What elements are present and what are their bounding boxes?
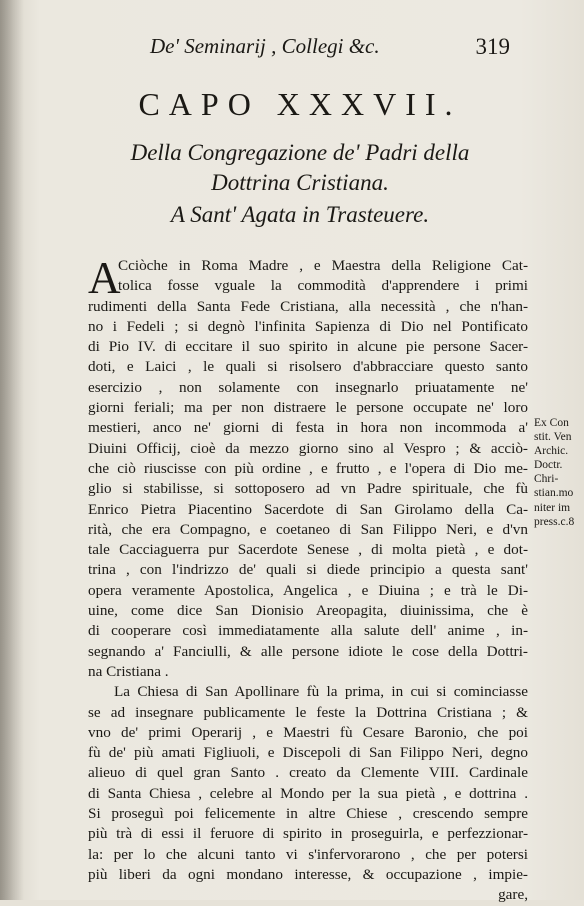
gutter-shadow xyxy=(0,0,24,900)
text-line: no i Fedeli ; si degnò l'infinita Sapienza di Dio nel Pontificato xyxy=(88,317,528,335)
catchword: gare, xyxy=(498,886,528,904)
text-line: più liberi da ogni mondano interesse, & occupazione , impie- xyxy=(88,865,528,883)
chapter-title: CAPO XXXVII. xyxy=(138,86,462,122)
chapter-subtitle-line: Dottrina Cristiana. xyxy=(211,170,389,195)
text-line: la: per lo che alcuni tanto vi s'infervorarono , che per potersi xyxy=(88,845,528,863)
text-line: di cooperare così immediatamente alla salute dell' anime , in- xyxy=(88,622,528,640)
text-line: Cciòche in Roma Madre , e Maestra della Religione Cat- xyxy=(118,257,528,274)
text-line: doti, e Laici , le quali si risolsero d'abbracciare questo santo xyxy=(88,358,528,376)
text-line: rudimenti della Santa Fede Cristiana, alla necessità , che n'han- xyxy=(88,297,528,315)
text-line: di Pio IV. di eccitare il suo spirito in alcune pie persone Sacer- xyxy=(88,338,528,356)
drop-cap: A xyxy=(88,253,121,303)
running-title: De' Seminarij , Collegi &c. xyxy=(150,34,380,58)
text-line: Enrico Pietra Piacentino Sacerdote di San Girolamo della Ca- xyxy=(88,500,528,518)
text-line: trina , con l'indrizzo de' quali si diede principio a questa sant' xyxy=(88,561,528,579)
page-number: 319 xyxy=(475,34,510,59)
text-line: rità, che era Compagno, e coetaneo di San Filippo Neri, e d'vn xyxy=(88,520,528,538)
margin-note-line: Chri- xyxy=(534,473,559,486)
body-text xyxy=(88,253,528,906)
text-line: tale Cacciaguerra pur Sacerdote Senese , di molta pietà , e dot- xyxy=(88,541,528,559)
margin-note-line: niter im xyxy=(534,501,571,514)
margin-note-line: stit. Ven xyxy=(534,431,572,444)
margin-note-line: Archic. xyxy=(534,445,569,458)
text-line: uine, come dice San Dionisio Areopagita, diuinissima, che è xyxy=(88,602,528,620)
text-line: esercizio , non solamente con insegnarlo priuatamente ne' xyxy=(88,378,528,396)
text-line: vno de' primi Operarij , e Maestri fù Cesare Baronio, che poi xyxy=(88,723,528,741)
margin-note xyxy=(534,416,584,529)
margin-note-line: Ex Con xyxy=(534,417,569,429)
chapter-subtitle-line: A Sant' Agata in Trasteuere. xyxy=(170,202,430,227)
text-line: Diuini Officij, cioè da mezzo giorno sino al Vespro ; & acciò- xyxy=(88,439,528,457)
text-line: glio si stabilisse, si sottoposero ad vn Padre spirituale, che fù xyxy=(88,480,528,498)
text-line: segnando a' Fanciulli, & alle persone idiote le cose della Dottri- xyxy=(88,642,528,660)
margin-note-line: Doctr. xyxy=(534,459,563,472)
margin-note-line: press.c.8 xyxy=(534,515,575,528)
text-line: che ciò riuscisse con più ordine , e frutto , e l'opera di Dio me- xyxy=(88,459,528,477)
text-line: Si proseguì poi felicemente in altre Chiese , crescendo sempre xyxy=(88,805,528,823)
running-head xyxy=(150,34,510,62)
chapter-subtitle-line: Della Congregazione de' Padri della xyxy=(130,140,470,165)
text-line: di Santa Chiesa , celebre al Mondo per la sua pietà , e dottrina . xyxy=(88,784,528,802)
margin-note-line: stian.mo xyxy=(534,487,574,500)
text-line: La Chiesa di San Apollinare fù la prima, in cui si cominciasse xyxy=(114,683,528,701)
text-line: opera veramente Apostolica, Angelica , e Diuina ; e trà le Di- xyxy=(88,581,528,599)
text-line: alieuo di quel gran Santo . creato da Clemente VIII. Cardinale xyxy=(88,764,528,782)
text-line: mestieri, anco ne' giorni di festa in hora non incommoda a' xyxy=(88,419,528,437)
text-line: se ad insegnare publicamente le feste la Dottrina Cristiana ; & xyxy=(88,703,528,721)
text-line: na Cristiana . xyxy=(88,662,169,680)
text-line: fù de' più amati Figliuoli, e Discepoli di San Filippo Neri, degno xyxy=(88,744,528,762)
text-line: tolica fosse vguale la commodità d'apprendere i primi xyxy=(118,277,528,295)
text-line: più trà di essi il feruore di spirito in proseguirla, e perfezzionar- xyxy=(88,825,528,843)
text-line: giorni feriali; ma per non distraere le persone occupate ne' loro xyxy=(88,399,528,417)
